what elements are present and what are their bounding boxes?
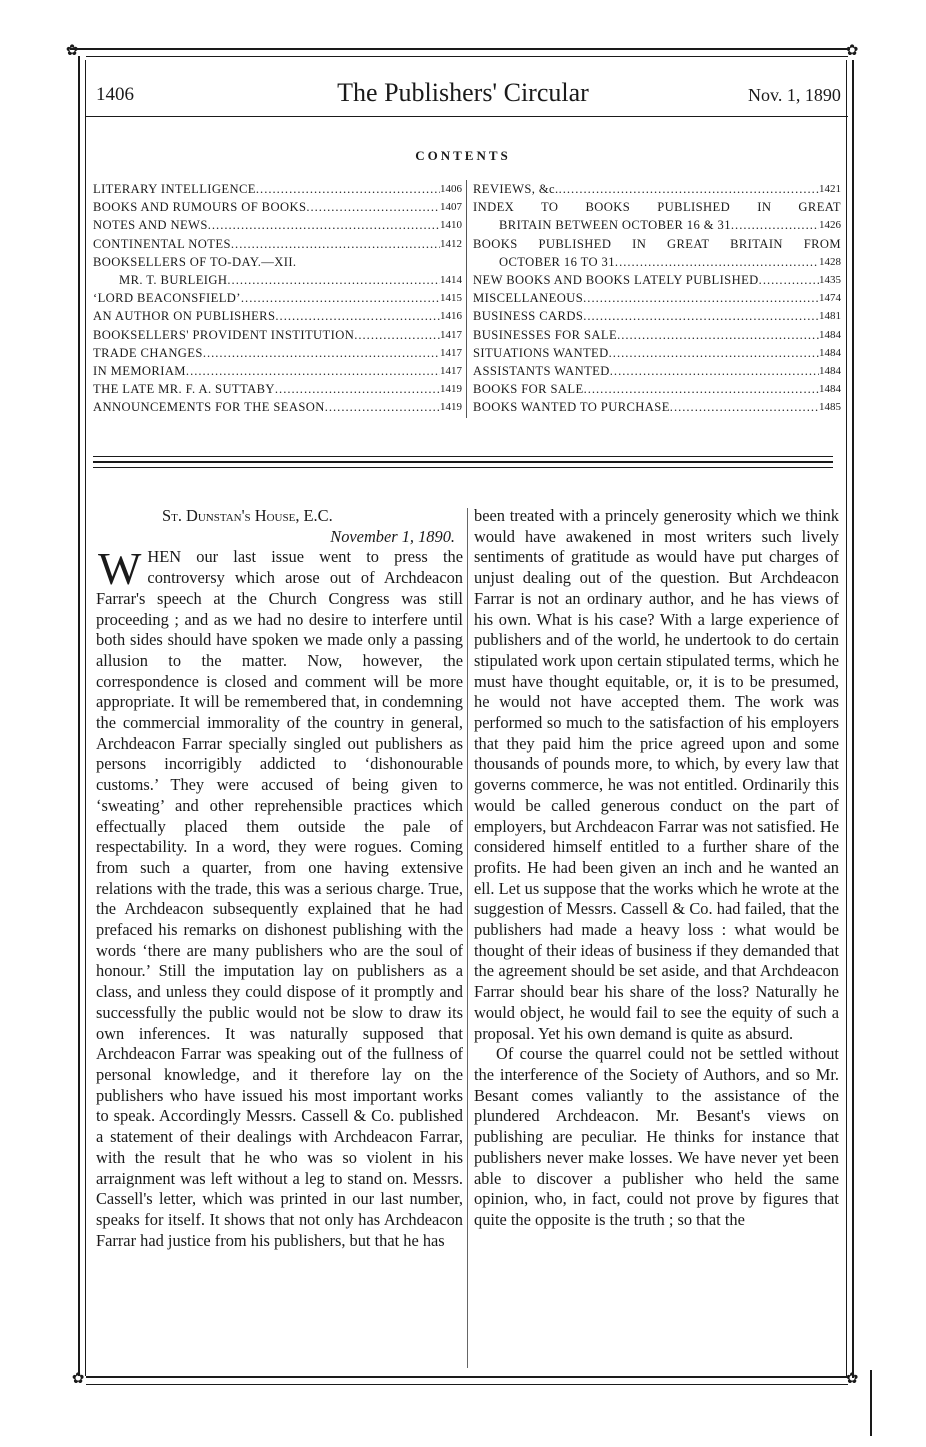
contents-entry xyxy=(93,180,462,198)
contents-entry-label: BUSINESS CARDS xyxy=(473,309,584,324)
contents-entry xyxy=(93,235,462,253)
contents-entry xyxy=(93,326,462,344)
contents-entry-label: ANNOUNCEMENTS FOR THE SEASON xyxy=(93,400,325,415)
leader-dots xyxy=(208,216,440,234)
leader-dots xyxy=(256,180,440,198)
leader-dots xyxy=(186,362,440,380)
masthead-title: The Publishers' Circular xyxy=(337,78,589,107)
contents-entry-label: THE LATE MR. F. A. SUTTABY xyxy=(93,382,275,397)
contents-entry xyxy=(473,380,841,398)
contents-entry xyxy=(473,180,841,198)
contents-entry xyxy=(473,289,841,307)
contents-entry-page: 1481 xyxy=(819,310,841,323)
leader-dots xyxy=(615,253,819,271)
contents-entry-label: BOOKSELLERS' PROVIDENT INSTITUTION xyxy=(93,327,355,342)
contents-entry-page: 1416 xyxy=(440,310,462,323)
contents-entry xyxy=(93,271,462,289)
contents-list-right xyxy=(473,180,841,417)
contents-entry xyxy=(93,253,462,271)
contents-entry xyxy=(93,362,462,380)
contents-entry-label: MISCELLANEOUS xyxy=(473,291,584,306)
contents-entry xyxy=(473,307,841,325)
leader-dots xyxy=(670,398,819,416)
leader-dots xyxy=(325,398,440,416)
contents-entry-label: OCTOBER 16 TO 31 xyxy=(499,254,615,269)
contents-entry xyxy=(473,253,841,271)
article-column-left xyxy=(96,506,463,1251)
column-divider xyxy=(467,508,468,1368)
article-paragraph: Of course the quarrel could not be settled without the interference of the Society of Authors, and so Mr. Besant comes valiantly to the assistance of the plundered Archdeacon. Mr. Besant's views on publishing are peculiar. He thinks for instance that publishers never make losses. We have never yet been able to discover a publisher who held the same opinion, who, in fact, could not prove by figures that quite the opposite is the truth ; so that the xyxy=(474,1044,839,1229)
contents-entry-page: 1484 xyxy=(819,365,841,378)
contents-entry-label: BOOKS WANTED TO PURCHASE xyxy=(473,400,670,415)
contents-divider xyxy=(466,180,467,418)
leader-dots xyxy=(610,362,819,380)
leader-dots xyxy=(583,289,819,307)
contents-entry-page: 1419 xyxy=(440,383,462,396)
left-border-rule xyxy=(78,56,80,1376)
left-border-rule-inner xyxy=(85,60,86,1376)
contents-entry xyxy=(473,198,841,216)
top-border-rule-inner xyxy=(86,56,848,57)
article-column-right xyxy=(474,506,839,1231)
contents-entry xyxy=(93,398,462,416)
leader-dots xyxy=(354,326,440,344)
leader-dots xyxy=(275,307,440,325)
bottom-border-rule xyxy=(86,1376,848,1378)
contents-entry-label: NOTES AND NEWS xyxy=(93,218,208,233)
contents-heading: CONTENTS xyxy=(415,148,511,163)
right-border-rule-inner xyxy=(846,60,847,1376)
contents-entry-label: REVIEWS, &c. xyxy=(473,182,559,196)
contents-entry-label: IN MEMORIAM xyxy=(93,364,186,379)
contents-entry-page: 1415 xyxy=(440,292,462,305)
contents-entry-label: CONTINENTAL NOTES xyxy=(93,236,231,251)
contents-entry-label: TRADE CHANGES xyxy=(93,345,203,360)
contents-entry-page: 1410 xyxy=(440,219,462,232)
corner-ornament-icon: ✿ xyxy=(65,41,79,59)
contents-entry xyxy=(473,326,841,344)
contents-entry-label: NEW BOOKS AND BOOKS LATELY PUBLISHED xyxy=(473,273,759,288)
contents-entry xyxy=(473,216,841,234)
header-underline xyxy=(86,116,848,117)
leader-dots xyxy=(731,216,819,234)
leader-dots xyxy=(241,289,440,307)
contents-entry-label: INDEX TO BOOKS PUBLISHED IN GREAT xyxy=(473,200,841,215)
contents-entry-page: 1406 xyxy=(440,183,462,195)
contents-entry-label: BOOKSELLERS OF TO-DAY.—XII. xyxy=(93,254,297,269)
contents-entry-page: 1419 xyxy=(440,401,462,414)
leader-dots xyxy=(306,198,440,216)
page-number: 1406 xyxy=(96,84,134,105)
contents-entry-page: 1417 xyxy=(440,346,462,359)
leader-dots xyxy=(227,271,440,289)
dateline-place: St. Dunstan's House, E.C. xyxy=(162,506,333,525)
contents-entry-label: BOOKS AND RUMOURS OF BOOKS xyxy=(93,200,307,215)
leader-dots xyxy=(617,326,819,344)
contents-entry xyxy=(473,344,841,362)
leader-dots xyxy=(231,235,440,253)
contents-entry xyxy=(93,216,462,234)
corner-ornament-icon: ✿ xyxy=(71,1369,85,1387)
corner-ornament-icon: ✿ xyxy=(845,41,859,59)
contents-entry-label: BOOKS PUBLISHED IN GREAT BRITAIN FROM xyxy=(473,236,841,251)
contents-entry-page: 1421 xyxy=(819,183,841,195)
contents-entry-page: 1407 xyxy=(440,201,462,214)
contents-entry xyxy=(473,398,841,416)
section-divider-rule xyxy=(93,467,833,468)
contents-entry-page: 1435 xyxy=(819,274,841,287)
page-crop-edge xyxy=(870,1370,872,1436)
contents-entry-page: 1412 xyxy=(440,237,462,250)
contents-entry-label: ASSISTANTS WANTED xyxy=(473,364,610,379)
leader-dots xyxy=(203,344,440,362)
contents-entry-page: 1417 xyxy=(440,328,462,341)
contents-entry xyxy=(93,307,462,325)
contents-entry-page: 1474 xyxy=(819,292,841,305)
leader-dots xyxy=(275,380,440,398)
article-paragraph: been treated with a princely generosity which we think would have awakened in most writers such lively sentiments of gratitude as would have put charges of unjust dealing out of the question. But Archdeacon Farrar is not an ordinary author, and he has views of his own. What is his case? With a large experience of publishers and of the world, he undertook to do certain stipulated work upon certain stipulated terms, which he must have thought equitable, or, it is to be presumed, he would not have accepted them. The work was performed so much to the satisfaction of his employers that they paid him the price agreed upon and some thousands of pounds more, to which, by every law that governs commerce, he was not entitled. Ordinarily this would be called generous conduct on the part of employers, but Archdeacon Farrar was not satisfied. He considered himself entitled to a further share of the profits. He had been given an inch and he wanted an ell. Let us suppose that the works which he wrote at the suggestion of Messrs. Cassell & Co. had failed, that the publishers had made a heavy loss : what would be thought of their ideas of business if they demanded that the agreement should be set aside, and that Archdeacon Farrar should bear his share of the loss? Naturally he would object, he would fail to see the equity of such a proposal. Yet his own demand is quite as absurd. xyxy=(474,506,839,1043)
contents-entry-label: ‘LORD BEACONSFIELD’ xyxy=(93,291,241,306)
contents-entry xyxy=(473,362,841,380)
dateline-date: November 1, 1890. xyxy=(330,526,455,546)
contents-entry-page: 1485 xyxy=(819,401,841,414)
contents-entry-label: BOOKS FOR SALE xyxy=(473,382,584,397)
leader-dots xyxy=(559,180,819,198)
contents-entry-page: 1484 xyxy=(819,328,841,341)
leader-dots xyxy=(583,307,819,325)
bottom-border-rule-outer xyxy=(86,1384,848,1385)
contents-entry xyxy=(93,198,462,216)
article-paragraph: WHEN our last issue went to press the controversy which arose out of Archdeacon Farrar's speech at the Church Congress was still proceeding ; and as we had no desire to interfere until both sides should have spoken we made only a passing allusion to the matter. Now, however, the correspondence is closed and comment will be more appropriate. It will be remembered that, in condemning the commercial immorality of the country in general, Archdeacon Farrar specially singled out publishers as persons incorrigibly addicted to ‘dishonourable customs.’ They were accused of being given to ‘sweating’ and other reprehensible practices which effectually placed them outside the pale of respectability. In a word, they were rogues. Coming from such a quarter, from one having extensive relations with the trade, this was a serious charge. True, the Archdeacon subsequently explained that he had prefaced his remarks on dishonest publishing with the words ‘there are many publishers who are the soul of honour.’ Still the imputation lay on publishers as a class, and unless they could dispose of it promptly and successfully the public would not be slow to draw its own inferences. It was naturally supposed that Archdeacon Farrar was speaking out of the fullness of personal knowledge, and it therefore lay on the publishers who have issued his most important works to speak. Accordingly Messrs. Cassell & Co. published a statement of their dealings with Archdeacon Farrar, with the result that he who was so violent in his arraignment was left without a leg to stand on. Messrs. Cassell's letter, which was printed in our last number, speaks for itself. It shows that not only has Archdeacon Farrar had justice from his publishers, but that he has xyxy=(96,543,463,1250)
leader-dots xyxy=(584,380,819,398)
contents-entry xyxy=(93,344,462,362)
contents-entry-page: 1484 xyxy=(819,346,841,359)
section-divider-rule xyxy=(93,456,833,457)
leader-dots xyxy=(759,271,819,289)
drop-cap: W xyxy=(98,543,142,595)
contents-entry-label: BRITAIN BETWEEN OCTOBER 16 & 31 xyxy=(499,218,731,233)
issue-date: Nov. 1, 1890 xyxy=(748,85,841,105)
contents-entry-page: 1417 xyxy=(440,365,462,378)
contents-entry-page: 1484 xyxy=(819,383,841,396)
leader-dots xyxy=(609,344,819,362)
contents-entry-page: 1428 xyxy=(819,255,841,268)
contents-entry xyxy=(473,235,841,253)
contents-entry-label: MR. T. BURLEIGH xyxy=(119,273,228,288)
right-border-rule xyxy=(852,60,854,1378)
contents-entry-page: 1426 xyxy=(819,219,841,232)
contents-entry xyxy=(93,289,462,307)
contents-list-left xyxy=(93,180,462,417)
contents-entry-label: LITERARY INTELLIGENCE xyxy=(93,182,256,196)
contents-entry xyxy=(473,271,841,289)
contents-entry-label: SITUATIONS WANTED xyxy=(473,345,609,360)
top-border-rule xyxy=(70,48,850,50)
contents-entry xyxy=(93,380,462,398)
contents-entry-label: BUSINESSES FOR SALE xyxy=(473,327,618,342)
section-divider-rule xyxy=(93,461,833,463)
contents-entry-page: 1414 xyxy=(440,274,462,287)
contents-entry-label: AN AUTHOR ON PUBLISHERS xyxy=(93,309,276,324)
corner-ornament-icon: ✿ xyxy=(845,1369,859,1387)
